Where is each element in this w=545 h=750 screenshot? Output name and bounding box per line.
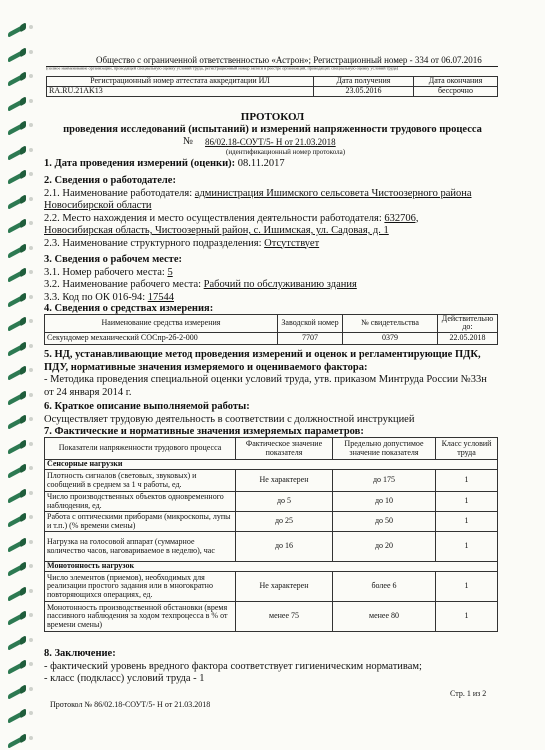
section-5-text-cont: от 24 января 2014 г.: [44, 386, 132, 398]
page-counter: Стр. 1 из 2: [450, 689, 487, 698]
conclusion-line: - фактический уровень вредного фактора соответствует гигиеническим нормативам;: [44, 660, 422, 672]
binding-ring: [8, 734, 26, 749]
binding-hole: [29, 442, 33, 446]
parameter-class: 1: [436, 470, 498, 492]
binding-ring: [8, 660, 26, 675]
protocol-number: 86/02.18-СОУТ/5- Н от 21.03.2018: [205, 137, 336, 147]
workplace-name-label: 3.2. Наименование рабочего места:: [44, 279, 204, 290]
section-8-title: 8. Заключение:: [44, 648, 116, 659]
parameter-class: 1: [436, 602, 498, 632]
parameter-limit: до 10: [333, 492, 436, 512]
binding-ring: [8, 244, 26, 259]
binding-hole: [29, 662, 33, 666]
binding-ring: [8, 391, 26, 406]
parameter-limit: до 175: [333, 470, 436, 492]
binding-hole: [29, 711, 33, 715]
binding-ring: [8, 685, 26, 700]
parameters-header: Фактическое значение показателя: [236, 438, 333, 460]
binding-ring: [8, 268, 26, 283]
binding-hole: [29, 197, 33, 201]
binding-ring: [8, 72, 26, 87]
binding-hole: [29, 515, 33, 519]
employer-address-label: 2.2. Место нахождения и место осуществления деятельности работодателя:: [44, 212, 385, 224]
binding-ring: [8, 440, 26, 455]
accreditation-value: 23.05.2016: [314, 87, 414, 97]
parameter-class: 1: [436, 492, 498, 512]
parameter-actual: до 16: [236, 532, 333, 562]
parameters-header: Показатели напряженности трудового процесса: [45, 438, 236, 460]
protocol-number-prefix: №: [183, 136, 194, 147]
division-label: 2.3. Наименование структурного подразделения:: [44, 237, 265, 249]
binding-hole: [29, 221, 33, 225]
section-3-title: 3. Сведения о рабочем месте:: [44, 254, 182, 265]
employer-name-label: 2.1. Наименование работодателя:: [44, 187, 195, 199]
workplace-name: Рабочий по обслуживанию здания: [203, 279, 357, 290]
instruments-header: № свидетельства: [343, 315, 438, 333]
footer-protocol: Протокол № 86/02.18-СОУТ/5- Н от 21.03.2018: [50, 700, 211, 709]
section-5-title-cont: ПДУ, нормативные значения измеряемого и оцениваемого фактора:: [44, 361, 368, 373]
section-6: [44, 401, 504, 426]
parameter-class: 1: [436, 572, 498, 602]
binding-hole: [29, 74, 33, 78]
division-value: Отсутствует: [264, 237, 320, 249]
instruments-header: Заводской номер: [278, 315, 343, 333]
binding-hole: [29, 466, 33, 470]
accreditation-value: RA.RU.21AK13: [47, 87, 314, 97]
accreditation-header: Дата окончания: [414, 77, 498, 87]
binding-hole: [29, 319, 33, 323]
accreditation-header: Регистрационный номер аттестата аккредитации ИЛ: [47, 77, 314, 87]
parameter-name: Число элементов (приемов), необходимых для реализации простого задания или в многократно повторяющихся операциях, ед.: [45, 572, 236, 602]
parameter-actual: Не характерен: [236, 572, 333, 602]
binding-ring: [8, 170, 26, 185]
binding-ring: [8, 709, 26, 724]
parameter-name: Работа с оптическими приборами (микроскопы, лупы и т.п.) (% времени смены): [45, 512, 236, 532]
instrument-serial: 7707: [278, 332, 343, 344]
binding-hole: [29, 687, 33, 691]
section-6-text: Осуществляет трудовую деятельность в соответствии с должностной инструкцией: [44, 413, 415, 425]
binding-hole: [29, 99, 33, 103]
parameter-limit: менее 80: [333, 602, 436, 632]
binding-hole: [29, 736, 33, 740]
protocol-subtitle: проведения исследований (испытаний) и измерений напряженности трудового процесса: [63, 124, 482, 135]
accreditation-header: Дата получения: [314, 77, 414, 87]
binding-hole: [29, 564, 33, 568]
binding-ring: [8, 219, 26, 234]
binding-ring: [8, 317, 26, 332]
binding-ring: [8, 562, 26, 577]
binding-hole: [29, 393, 33, 397]
binding-ring: [8, 513, 26, 528]
conclusion-line: - класс (подкласс) условий труда - 1: [44, 673, 205, 684]
parameter-name: Число производственных объектов одновременного наблюдения, ед.: [45, 492, 236, 512]
binding-hole: [29, 172, 33, 176]
section-8: [44, 648, 504, 686]
section-1-label: 1. Дата проведения измерений (оценки):: [44, 158, 238, 169]
section-1: [44, 158, 504, 171]
protocol-number-caption: (идентификационный номер протокола): [226, 148, 346, 156]
binding-ring: [8, 23, 26, 38]
parameters-header: Класс условий труда: [436, 438, 498, 460]
binding-ring: [8, 48, 26, 63]
measurement-date: 08.11.2017: [237, 158, 285, 169]
binding-ring: [8, 342, 26, 357]
workplace-number: 5: [167, 266, 173, 278]
parameters-table: [44, 437, 498, 632]
binding-hole: [29, 417, 33, 421]
parameter-name: Нагрузка на голосовой аппарат (суммарное количество часов, наговариваемое в неделю), час: [45, 532, 236, 562]
section-3: [44, 254, 504, 304]
binding-ring: [8, 366, 26, 381]
binding-ring: [8, 195, 26, 210]
parameter-class: 1: [436, 532, 498, 562]
parameter-actual: до 5: [236, 492, 333, 512]
section-7-title: 7. Фактические и нормативные значения измеряемых параметров:: [44, 426, 364, 437]
employer-name-cont: Новосибирской области: [44, 200, 152, 211]
employer-address-cont: Новосибирская область, Чистоозерный район, с. Ишимская, ул. Садовая, д. 1: [44, 225, 389, 236]
accreditation-table: [46, 76, 498, 97]
binding-ring: [8, 636, 26, 651]
group-header: Сенсорные нагрузки: [45, 460, 498, 470]
binding-hole: [29, 148, 33, 152]
ok-code-label: 3.3. Код по ОК 016-94:: [44, 291, 148, 303]
binding-hole: [29, 368, 33, 372]
binding-hole: [29, 613, 33, 617]
binding-ring: [8, 587, 26, 602]
ok-code: 17544: [147, 291, 175, 303]
accreditation-value: бессрочно: [414, 87, 498, 97]
binding-hole: [29, 50, 33, 54]
employer-name: администрация Ишимского сельсовета Чистоозерного района: [194, 187, 472, 199]
parameter-name: Монотонность производственной обстановки (время пассивного наблюдения за ходом техпроцесса в % от времени смены): [45, 602, 236, 632]
section-5: [44, 349, 504, 399]
binding-ring: [8, 97, 26, 112]
section-2: [44, 175, 504, 250]
instruments-header: Наименование средства измерения: [45, 315, 278, 333]
section-5-title: 5. НД, устанавливающие метод проведения измерений и оценок и регламентирующие ПДК,: [44, 349, 481, 360]
binding-ring: [8, 464, 26, 479]
section-2-title: 2. Сведения о работодателе:: [44, 175, 176, 186]
parameter-class: 1: [436, 512, 498, 532]
binding-ring: [8, 489, 26, 504]
parameter-actual: Не характерен: [236, 470, 333, 492]
binding-hole: [29, 25, 33, 29]
binding-ring: [8, 293, 26, 308]
parameter-limit: до 50: [333, 512, 436, 532]
binding-ring: [8, 415, 26, 430]
binding-hole: [29, 540, 33, 544]
instrument-name: Секундомер механический СОСпр-2б-2-000: [45, 332, 278, 344]
parameters-header: Предельно допустимое значение показателя: [333, 438, 436, 460]
instruments-table: [44, 314, 498, 345]
binding-ring: [8, 146, 26, 161]
instrument-valid-until: 22.05.2018: [438, 332, 498, 344]
binding-hole: [29, 344, 33, 348]
employer-address: 632706,: [384, 212, 419, 224]
section-5-text: - Методика проведения специальной оценки условий труда, утв. приказом Минтруда России №33н: [44, 374, 487, 385]
protocol-title: ПРОТОКОЛ: [240, 111, 305, 123]
section-4-title: 4. Сведения о средствах измерения:: [44, 303, 214, 314]
workplace-number-label: 3.1. Номер рабочего места:: [44, 266, 168, 278]
binding-ring: [8, 538, 26, 553]
binding-ring: [8, 611, 26, 626]
group-header: Монотонность нагрузок: [45, 562, 498, 572]
parameter-name: Плотность сигналов (световых, звуковых) и сообщений в среднем за 1 ч работы, ед.: [45, 470, 236, 492]
binding-hole: [29, 638, 33, 642]
binding-hole: [29, 491, 33, 495]
instruments-header: Действительно до:: [438, 315, 498, 333]
parameter-limit: более 6: [333, 572, 436, 602]
binding-hole: [29, 270, 33, 274]
parameter-limit: до 20: [333, 532, 436, 562]
org-caption: (полное наименование организации, проводящей специальную оценку условий труда, регистрационный номер записи в реестре организаций, проводящих специальную оценку условий труда): [46, 67, 399, 72]
section-6-title: 6. Краткое описание выполняемой работы:: [44, 401, 250, 412]
instrument-certificate: 0379: [343, 332, 438, 344]
parameter-actual: менее 75: [236, 602, 333, 632]
binding-hole: [29, 295, 33, 299]
org-line: Общество с ограниченной ответственностью «Астрон»; Регистрационный номер - 334 от 06.07.2016: [96, 55, 482, 65]
binding-hole: [29, 589, 33, 593]
parameter-actual: до 25: [236, 512, 333, 532]
binding-hole: [29, 246, 33, 250]
